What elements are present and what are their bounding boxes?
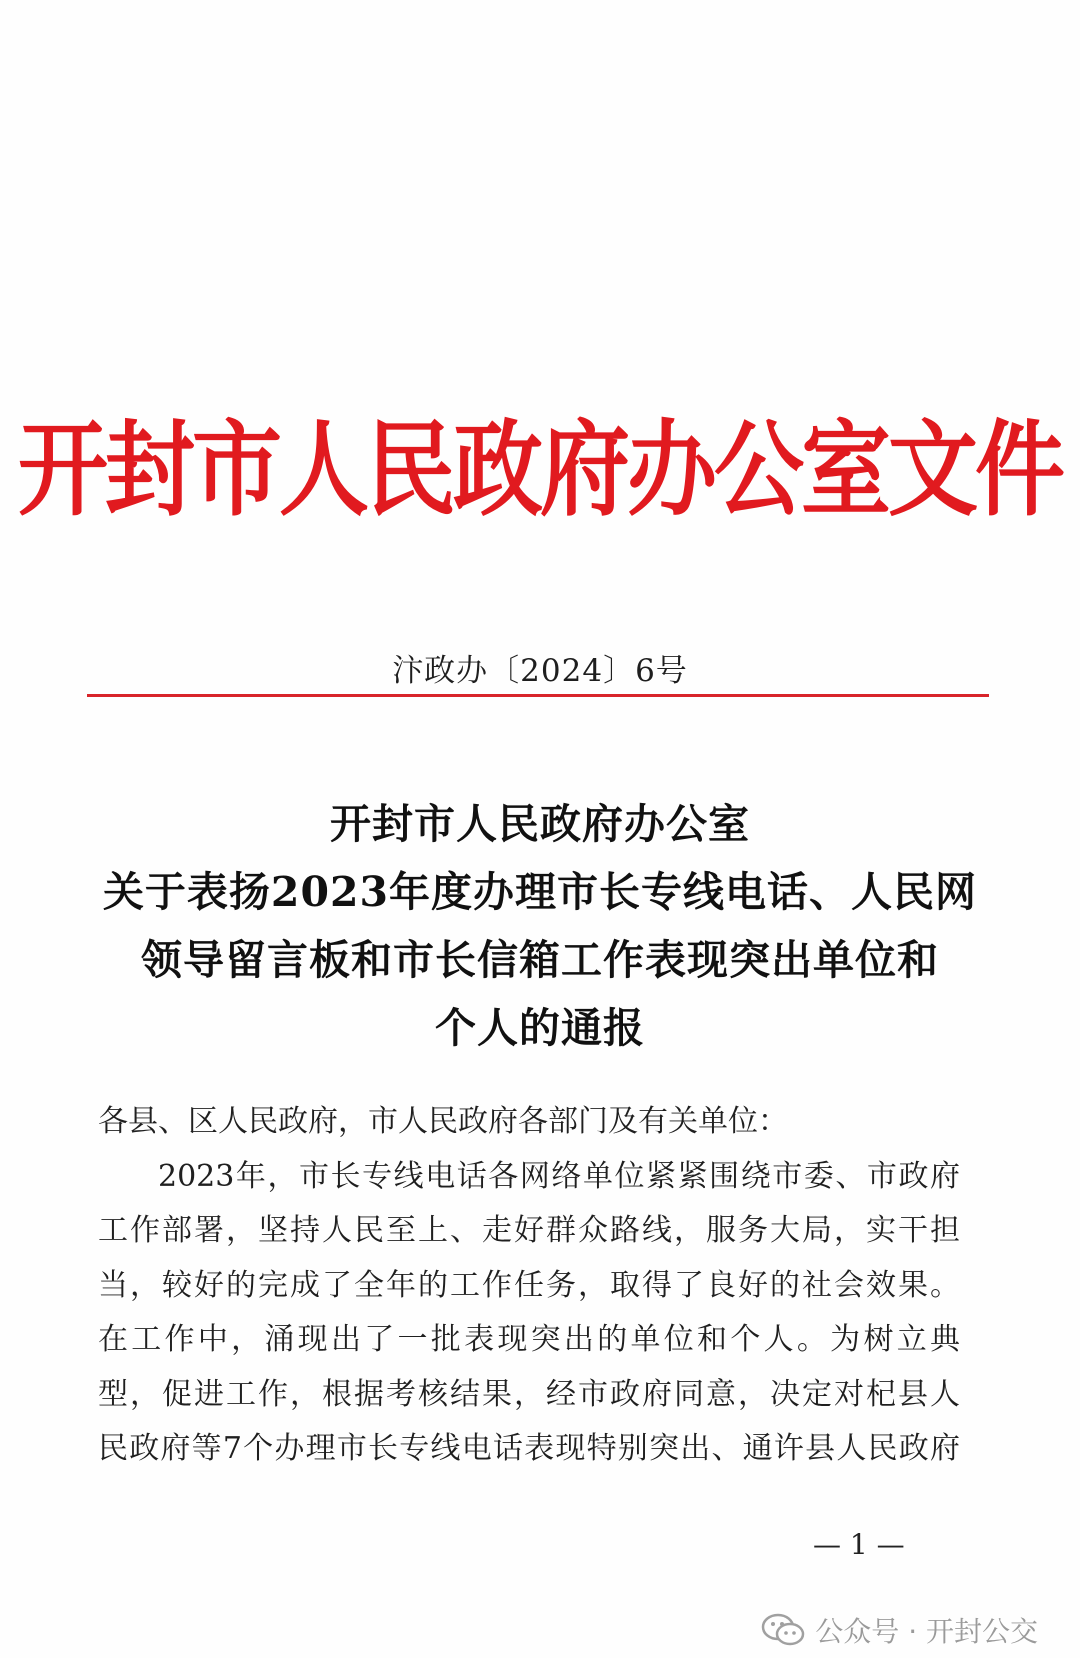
title-line: 领导留言板和市长信箱工作表现突出单位和 [141, 936, 939, 984]
page-number: — 1 — [813, 1528, 905, 1561]
document-number: 汴政办〔2024〕6号 [392, 653, 688, 689]
title-line: 开封市人民政府办公室 [330, 800, 750, 848]
notice-title [0, 790, 1080, 1062]
body-line: 民政府等7个办理市长专线电话表现特别突出、通许县人民政府 [98, 1431, 960, 1466]
body-text [98, 1095, 960, 1477]
salutation: 各县、区人民政府，市人民政府各部门及有关单位： [98, 1104, 788, 1139]
masthead-title: 开封市人民政府办公室文件 [18, 409, 1062, 531]
body-line: 在工作中，涌现出了一批表现突出的单位和个人。为树立典 [98, 1322, 960, 1357]
body-line: 当，较好的完成了全年的工作任务，取得了良好的社会效果。 [98, 1267, 960, 1303]
body-line: 工作部署，坚持人民至上、走好群众路线，服务大局，实干担 [98, 1213, 960, 1248]
wechat-icon [761, 1612, 805, 1648]
title-line: 个人的通报 [435, 1004, 645, 1052]
red-divider-line [87, 694, 989, 697]
body-line: 2023年，市长专线电话各网络单位紧紧围绕市委、市政府 [158, 1158, 960, 1194]
wechat-watermark [761, 1610, 1038, 1650]
watermark-text: 公众号 · 开封公交 [815, 1615, 1038, 1648]
body-line: 型，促进工作，根据考核结果，经市政府同意，决定对杞县人 [98, 1376, 960, 1412]
title-line: 关于表扬2023年度办理市长专线电话、人民网 [102, 868, 978, 916]
